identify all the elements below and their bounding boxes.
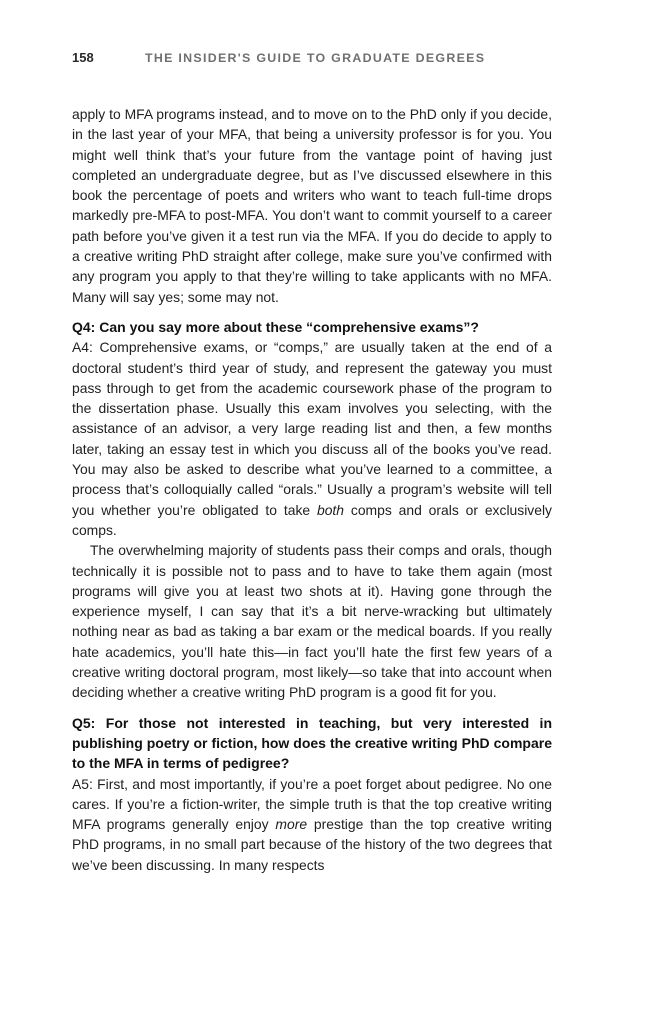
question-q5: Q5: For those not interested in teaching, but very interested in publishing poetry or fiction, how does the creative writing PhD compare to the MFA in terms of pedigree? — [72, 714, 552, 772]
answer-a5 — [72, 774, 552, 875]
paragraph-continuation: apply to MFA programs instead, and to move on to the PhD only if you decide, in the last year of your MFA, that being a university professor is for you. You might well think that’s your future from the vantage point of having just completed an undergraduate degree, but as I’ve discussed elsewhere in this book the percentage of poets and writers who want to teach full-time drops markedly pre-MFA to post-MFA. You don’t want to commit yourself to a career path before you’ve given it a test run via the MFA. If you do decide to apply to a creative writing PhD straight after college, make sure you’ve confirmed with any program you apply to that they’re willing to take applicants with no MFA. Many will say yes; some may not. — [72, 106, 552, 305]
page-number: 158 — [72, 50, 94, 65]
body-text — [72, 104, 552, 875]
answer-a5-text: A5: First, and most importantly, if you’re a poet forget about pedigree. No one cares. If you’re a fiction-writer, the simple truth is that the top creative writing MFA programs generally enjoy — [72, 775, 552, 833]
answer-a4-text-end: comps and orals or exclusively comps. — [72, 501, 552, 538]
running-head — [72, 50, 552, 76]
answer-a5-text-end: prestige than the top creative writing PhD programs, in no small part because of the history of the two degrees that we’ve been discussing. In many respects — [72, 816, 552, 873]
paragraph-comps-orals: The overwhelming majority of students pass their comps and orals, though technically it is possible not to pass and to have to take them again (most programs will give you at least two shots at it). Having gone through the experience myself, I can say that it’s a bit nerve-wracking but ultimately nothing near as bad as taking a bar exam or the medical boards. If you really hate academics, you’ll hate this—in fact you’ll hate the first few years of a creative writing doctoral program, most likely—so take that into account when deciding whether a creative writing PhD program is a good fit for you. — [72, 542, 552, 701]
running-title: THE INSIDER'S GUIDE TO GRADUATE DEGREES — [145, 51, 486, 65]
answer-a4-text: A4: Comprehensive exams, or “comps,” are usually taken at the end of a doctoral student’s third year of study, and represent the gateway you must pass through to get from the academic coursework phase of the program to the dissertation phase. Usually this exam involves you selecting, with the assistance of an advisor, a very large reading list and then, a few months later, taking an essay test in which you discuss all of the books you’ve read. You may also be asked to describe what you’ve learned to a committee, a process that’s colloquially called “orals.” Usually a program’s website will tell you whether you’re obligated to take — [72, 339, 552, 518]
answer-a4-emphasis: both — [316, 501, 345, 518]
answer-a5-emphasis: more — [275, 816, 308, 833]
answer-a4 — [72, 337, 552, 540]
question-q4: Q4: Can you say more about these “comprehensive exams”? — [72, 318, 479, 335]
